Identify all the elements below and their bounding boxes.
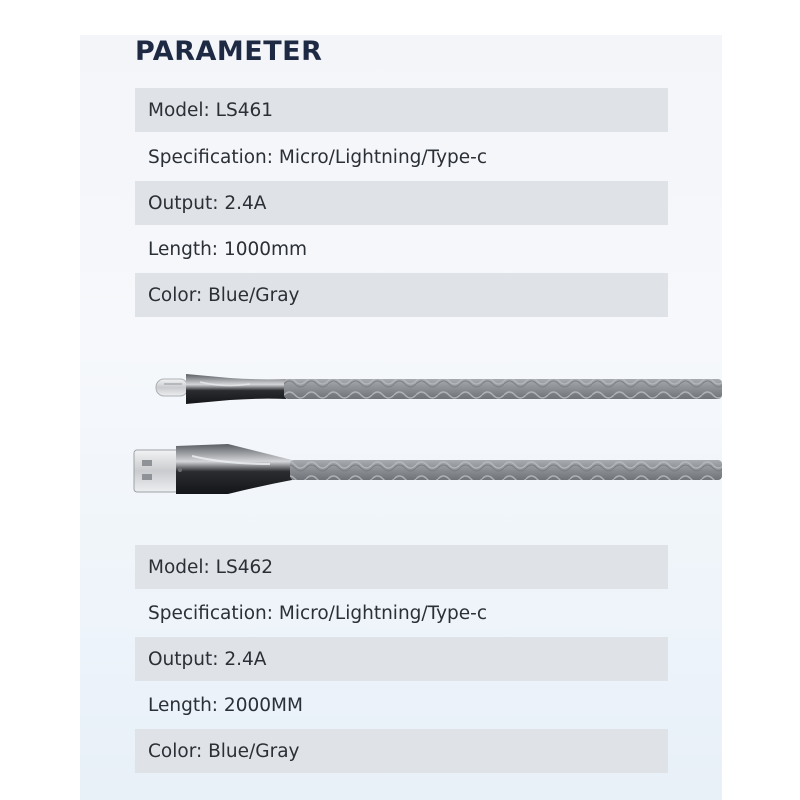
spec-row-color: Color: Blue/Gray — [135, 273, 668, 317]
spec-row-length: Length: 1000mm — [148, 238, 308, 260]
page-title: PARAMETER — [135, 36, 323, 67]
cable-illustration — [130, 360, 722, 500]
spec-row-length: Length: 2000MM — [148, 694, 303, 716]
cable-braid-lower — [290, 460, 722, 480]
spec-row-model: Model: LS461 — [135, 88, 668, 132]
spec-row-model: Model: LS462 — [135, 545, 668, 589]
spec-row-output: Output: 2.4A — [135, 181, 668, 225]
spec-row-color: Color: Blue/Gray — [135, 729, 668, 773]
usb-a-connector-icon — [134, 444, 292, 494]
cable-braid-upper — [284, 379, 722, 399]
spec-row-specification: Specification: Micro/Lightning/Type-c — [148, 602, 487, 624]
spec-row-output: Output: 2.4A — [135, 637, 668, 681]
spec-row-specification: Specification: Micro/Lightning/Type-c — [148, 146, 487, 168]
lightning-connector-icon — [156, 374, 286, 404]
